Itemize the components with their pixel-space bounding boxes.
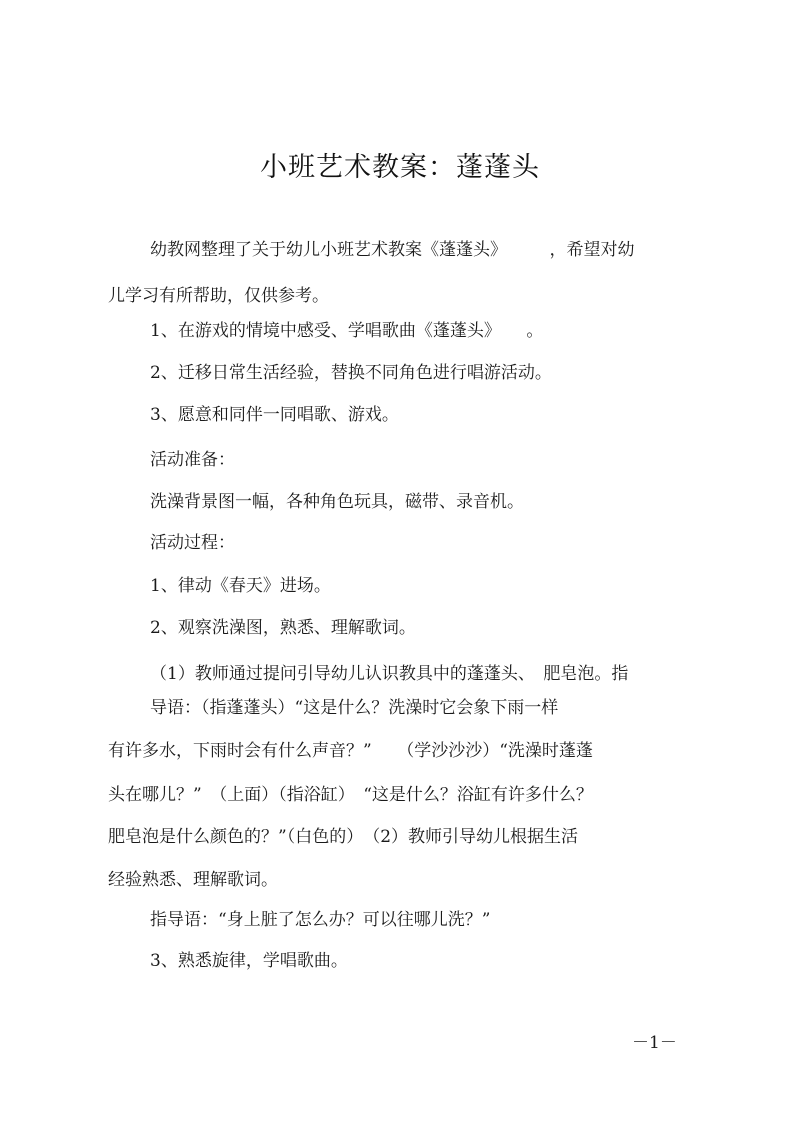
paragraph-line: 头在哪儿？” （上面）（指浴缸） “这是什么？浴缸有许多什么？: [108, 785, 593, 805]
page-number: －1－: [632, 1033, 677, 1053]
paragraph-line: 肥皂泡是什么颜色的？”（白色的） （2）教师引导幼儿根据生活: [108, 827, 579, 847]
list-item: 2、迁移日常生活经验，替换不同角色进行唱游活动。: [150, 363, 552, 383]
section-heading: 活动过程：: [150, 533, 235, 553]
list-item: 2、观察洗澡图，熟悉、理解歌词。: [150, 618, 416, 638]
paragraph-line: 洗澡背景图一幅，各种角色玩具，磁带、录音机。: [150, 492, 524, 512]
paragraph-line: 导语：（指蓬蓬头）“这是什么？洗澡时它会象下雨一样: [150, 698, 559, 718]
list-item: 1、律动《春天》进场。: [150, 576, 331, 596]
section-heading: 活动准备：: [150, 450, 235, 470]
paragraph-line: 经验熟悉、理解歌词。: [108, 870, 278, 890]
document-title: 小班艺术教案：蓬蓬头: [260, 152, 540, 183]
list-item: 3、熟悉旋律，学唱歌曲。: [150, 951, 348, 971]
paragraph-line: 儿学习有所帮助，仅供参考。: [108, 286, 329, 306]
list-item: 3、愿意和同伴一同唱歌、游戏。: [150, 405, 399, 425]
paragraph-line: 有许多水，下雨时会有什么声音？” （学沙沙沙）“洗澡时蓬蓬: [108, 741, 593, 761]
paragraph-line: 指导语：“身上脏了怎么办？可以往哪儿洗？”: [150, 910, 491, 930]
paragraph-line: 幼教网整理了关于幼儿小班艺术教案《蓬蓬头》 ，希望对幼: [150, 240, 635, 260]
list-item: 1、在游戏的情境中感受、学唱歌曲《蓬蓬头》 。: [150, 321, 544, 341]
paragraph-line: （1）教师通过提问引导幼儿认识教具中的蓬蓬头、 肥皂泡。指: [150, 664, 629, 684]
